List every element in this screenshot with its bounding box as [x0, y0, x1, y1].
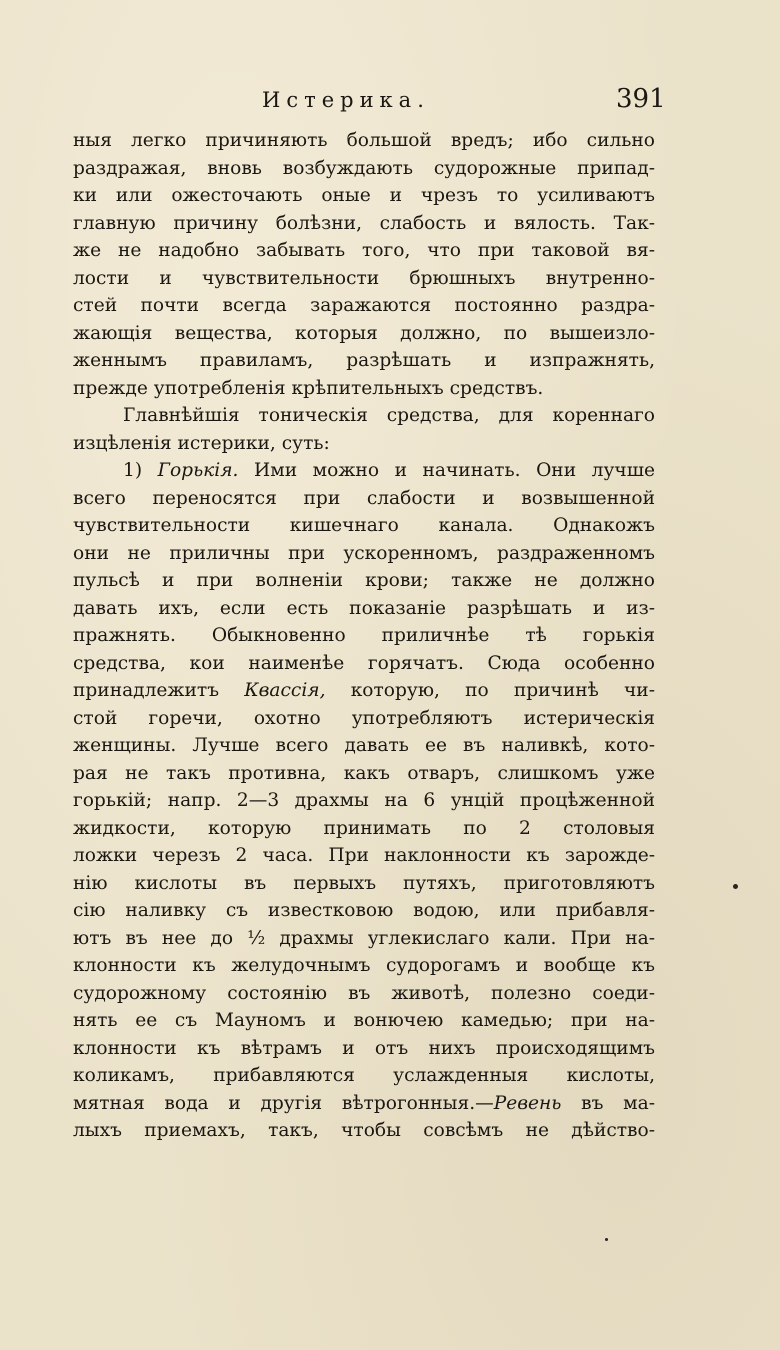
text-line: принадлежитъ Квассія, которую, по причинѣ чи- [73, 680, 655, 701]
page-header [0, 84, 780, 118]
ink-speck [605, 1238, 608, 1241]
text-line: давать ихъ, если есть показаніе разрѣшать и из- [73, 597, 655, 619]
text-line: ютъ въ нее до ½ драхмы углекислаго кали. При на- [73, 927, 655, 949]
text-line: жидкости, которую принимать по 2 столовыя [73, 817, 655, 839]
text-line: главную причину болѣзни, слабость и вялость. Так- [73, 212, 655, 234]
text-line: ныя легко причиняють большой вредъ; ибо сильно [73, 130, 655, 151]
text-line: стой горечи, охотно употребляютъ истерическія [73, 707, 655, 729]
text-line: они не приличны при ускоренномъ, раздраженномъ [73, 542, 655, 564]
text-line: женнымъ правиламъ, разрѣшать и изпражнять, [73, 350, 655, 371]
text-line: прежде употребленія крѣпительныхъ средствъ. [73, 377, 544, 399]
text-line: нію кислоты въ первыхъ путяхъ, приготовляютъ [73, 872, 655, 894]
text-line: же не надобно забывать того, что при таковой вя- [73, 240, 655, 261]
text-line: ки или ожесточають оные и чрезъ то усиливаютъ [73, 185, 655, 206]
running-head: Истерика. [262, 88, 430, 112]
text-line: чувствительности кишечнаго канала. Однакожъ [73, 515, 655, 536]
text-line: женщины. Лучше всего давать ее въ наливкѣ, кото- [73, 735, 655, 756]
text-line: стей почти всегда заражаются постоянно раздра- [73, 295, 655, 316]
text-line: раздражая, вновь возбуждають судорожные припад- [73, 157, 655, 179]
text-line: клонности къ желудочнымъ судорогамъ и вообще къ [73, 955, 655, 976]
text-line: всего переносятся при слабости и возвышенной [73, 487, 655, 509]
text-line: средства, кои наименѣе горячатъ. Сюда особенно [73, 652, 655, 674]
text-line: рая не такъ противна, какъ отваръ, слишкомъ уже [73, 762, 655, 784]
text-line: горькій; напр. 2—3 драхмы на 6 унцій процѣженной [73, 790, 655, 811]
text-line: пульсѣ и при волненіи крови; также не должно [73, 570, 655, 591]
text-line: лыхъ приемахъ, такъ, чтобы совсѣмъ не дѣйство- [73, 1120, 655, 1141]
text-line: нять ее съ Мауномъ и вонючею камедью; при на- [73, 1010, 655, 1031]
text-line: 1) Горькія. Ими можно и начинать. Они лучше [123, 460, 655, 481]
text-line: клонности къ вѣтрамъ и отъ нихъ происходящимъ [73, 1037, 655, 1059]
text-line: судорожному состоянію въ животѣ, полезно соеди- [73, 982, 655, 1004]
text-line: ложки черезъ 2 часа. При наклонности къ зарожде- [73, 845, 655, 866]
text-line: сію наливку съ известковою водою, или прибавля- [73, 900, 655, 921]
ink-speck [733, 884, 738, 889]
text-line: мятная вода и другія вѣтрогонныя.—Ревень въ ма- [73, 1092, 655, 1114]
text-line: Главнѣйшія тоническія средства, для кореннаго [123, 405, 655, 426]
page-number: 391 [616, 84, 666, 114]
text-line: жающія вещества, которыя должно, по вышеизло- [73, 322, 655, 344]
text-line: изцѣленія истерики, суть: [73, 432, 330, 454]
text-line: пражнять. Обыкновенно приличнѣе тѣ горькія [73, 625, 655, 646]
text-line: лости и чувствительности брюшныхъ внутренно- [73, 267, 655, 289]
text-line: коликамъ, прибавляются услажденныя кислоты, [73, 1065, 655, 1086]
body-text [73, 127, 655, 1145]
